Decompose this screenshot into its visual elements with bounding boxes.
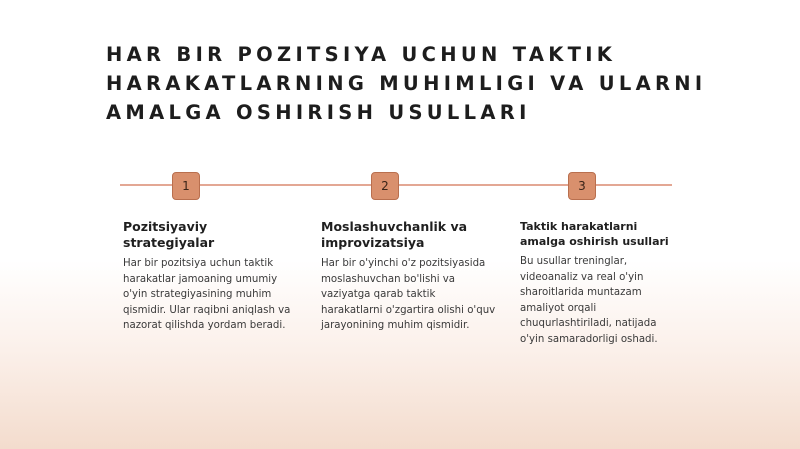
slide-title: HAR BIR POZITSIYA UCHUN TAKTIK HARAKATLARNING MUHIMLIGI VA ULARNI AMALGA OSHIRISH USULLARI bbox=[106, 43, 707, 124]
step-text-2: Har bir o'yinchi o'z pozitsiyasida moslashuvchan bo'lishi va vaziyatga qarab taktik harakatlarni o'zgartira olishi o'quv jarayonining muhim qismidir. bbox=[321, 258, 496, 331]
step-heading-2: Moslashuvchanlik va improvizatsiya bbox=[321, 219, 468, 250]
step-heading-1: Pozitsiyaviy strategiyalar bbox=[123, 219, 215, 250]
step-number-3: 3 bbox=[568, 172, 596, 200]
step-number-1: 1 bbox=[172, 172, 200, 200]
step-column-2 bbox=[321, 219, 497, 334]
step-number-2: 2 bbox=[371, 172, 399, 200]
step-column-3 bbox=[520, 219, 680, 347]
step-column-1 bbox=[123, 219, 299, 334]
step-text-3: Bu usullar treninglar, videoanaliz va real o'yin sharoitlarida muntazam amaliyot orqali chuqurlashtiriladi, natijada o'yin samaradorligi oshadi. bbox=[520, 256, 658, 345]
step-heading-3: Taktik harakatlarni amalga oshirish usullari bbox=[520, 220, 669, 248]
step-text-1: Har bir pozitsiya uchun taktik harakatlar jamoaning umumiy o'yin strategiyasining muhim qismidir. Ular raqibni aniqlash va nazorat qilishda yordam beradi. bbox=[123, 258, 291, 331]
